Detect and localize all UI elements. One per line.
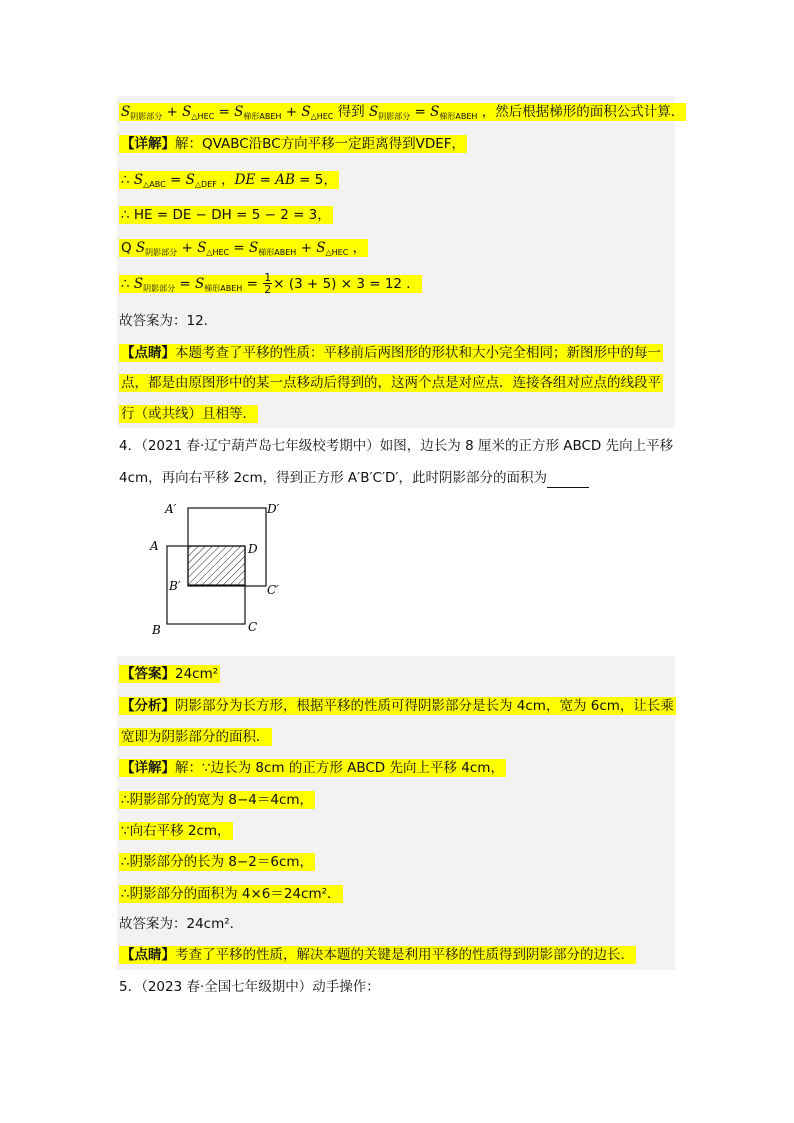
label-d-prime: D′: [267, 502, 280, 516]
prev-line-1: $S_{阴影部分} + S_{\triangle HEC} = S_{梯形ABEH} + S_{\triangle HEC}$ 得到 $S_{阴影部分} = S_{梯形ABEH}$ ，然后根据梯形的面积公式计算．: [121, 104, 685, 121]
label-a-prime: A′: [165, 502, 177, 516]
shaded-region: [188, 546, 245, 585]
square-translation-figure: [140, 498, 300, 644]
q4-dianjing: 【点睛】考查了平移的性质，解决本题的关键是利用平移的性质得到阴影部分的边长．: [121, 947, 634, 963]
q4-xiangjie-1: 【详解】解：∵边长为 8cm 的正方形 ABCD 先向上平移 4cm，: [121, 760, 504, 776]
label-b: B: [152, 623, 161, 637]
q4-answer: 故答案为：24cm²．: [119, 916, 244, 932]
fraction-half: $\frac{1}{2}$: [264, 271, 272, 296]
prev-line-4: ∴ HE = DE − DH = 5 − 2 = 3，: [121, 207, 331, 223]
label-d: D: [248, 542, 258, 556]
q4-xiangjie-4: ∴阴影部分的长为 8−2＝6cm，: [121, 854, 314, 870]
label-c-prime: C′: [267, 583, 279, 597]
prev-dianjing-2: 点，都是由原图形中的某一点移动后得到的，这两个点是对应点．连接各组对应点的线段平: [121, 375, 661, 391]
prev-line-6: ∴ $S_{阴影部分} = S_{梯形ABEH}$ = $\frac{1}{2}$ × (3 + 5) × 3 = 12 ．: [121, 271, 420, 296]
prev-xiangjie: 【详解】解：QVABC沿BC方向平移一定距离得到VDEF，: [121, 136, 466, 152]
q4-xiangjie-2: ∴阴影部分的宽为 8−4＝4cm，: [121, 792, 314, 808]
prev-line-5: Q $S_{阴影部分} + S_{\triangle HEC} = S_{梯形ABEH} + S_{\triangle HEC}$ ，: [121, 240, 367, 257]
q5-line-1: 5．（2023 春·全国七年级期中）动手操作：: [119, 979, 380, 995]
label-b-prime: B′: [169, 579, 181, 593]
answer-blank: [547, 473, 589, 488]
q4-xiangjie-5: ∴阴影部分的面积为 4×6＝24cm²．: [121, 886, 341, 902]
label-c: C: [248, 620, 258, 634]
prev-dianjing-1: 【点睛】本题考查了平移的性质：平移前后两图形的形状和大小完全相同；新图形中的每一: [121, 345, 661, 361]
label-a: A: [150, 539, 159, 553]
q4-line-2: 4cm，再向右平移 2cm，得到正方形 A′B′C′D′，此时阴影部分的面积为: [119, 468, 589, 488]
prev-answer: 故答案为：12．: [119, 313, 218, 329]
q4-line-1: 4．（2021 春·辽宁葫芦岛七年级校考期中）如图，边长为 8 厘米的正方形 ABCD 先向上平移: [119, 438, 674, 454]
q4-fenxi-1: 【分析】阴影部分为长方形，根据平移的性质可得阴影部分是长为 4cm，宽为 6cm，让长乘: [121, 698, 674, 714]
q4-fenxi-2: 宽即为阴影部分的面积．: [121, 729, 270, 745]
figure-svg: [140, 498, 300, 640]
q4-xiangjie-3: ∵向右平移 2cm，: [121, 823, 231, 839]
prev-dianjing-3: 行（或共线）且相等．: [121, 406, 256, 422]
q4-daan: 【答案】24cm²: [121, 666, 219, 682]
prev-line-3: ∴ $S_{\triangle ABC} = S_{\triangle DEF}$ ，DE = AB = 5，: [121, 172, 337, 189]
